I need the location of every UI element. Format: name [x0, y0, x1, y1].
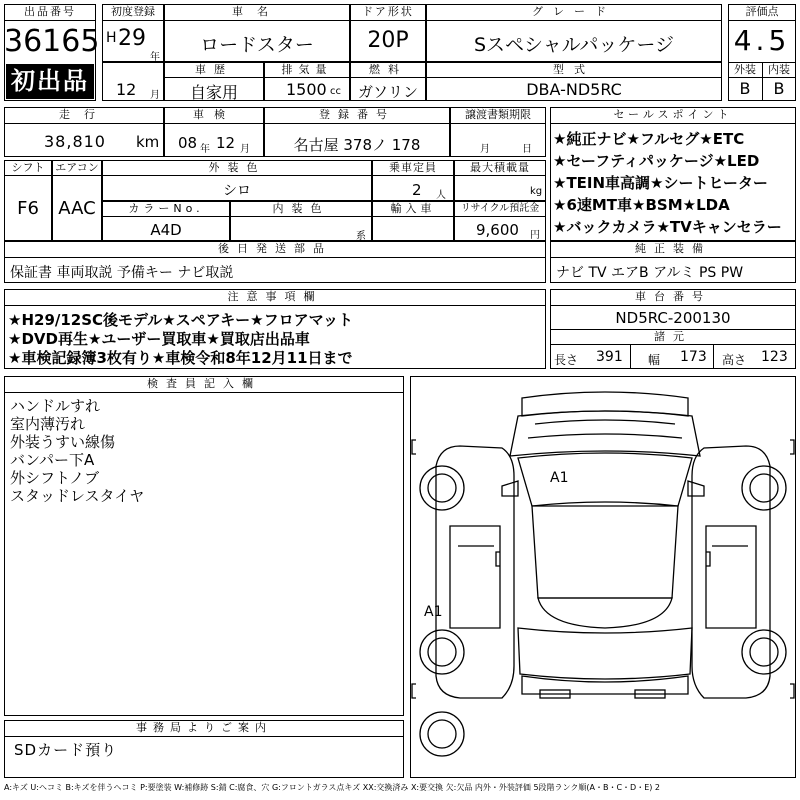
damage-mark: A1: [424, 604, 443, 620]
max-load-unit: kg: [530, 186, 543, 197]
inspector-note: スタッドレスタイヤ: [10, 487, 145, 505]
import-header: 輸入車: [390, 202, 436, 215]
registration-number-header: 登録番号: [319, 108, 395, 121]
car-name-header: 車名: [232, 5, 282, 18]
history-header: 車歴: [195, 63, 233, 76]
fuel: ガソリン: [357, 83, 418, 101]
color-no-header: カラーNo.: [128, 202, 204, 215]
model-code-header: 型式: [553, 63, 595, 76]
rating: 4.5: [733, 24, 791, 57]
note-line: ★DVD再生★ユーザー買取車★買取店出品車: [8, 330, 310, 348]
inspection-month-unit: 月: [240, 144, 250, 155]
specs-width-label: 幅: [648, 353, 661, 367]
later-parts: 保証書 車両取説 予備キー ナビ取説: [10, 265, 234, 281]
specs-height: 123: [761, 349, 788, 365]
exterior-color: シロ: [223, 183, 251, 199]
displacement-unit: cc: [330, 86, 341, 97]
chassis-number: ND5RC-200130: [615, 309, 731, 327]
door-shape: 20P: [367, 28, 409, 53]
max-load-header: 最大積載量: [470, 161, 530, 174]
damage-mark: A1: [550, 470, 569, 486]
fuel-header: 燃料: [369, 63, 407, 76]
inspector-note: ハンドルすれ: [10, 397, 101, 415]
era-prefix: H: [106, 30, 117, 46]
door-shape-header: ドア形状: [362, 5, 414, 18]
transfer-day-unit: 日: [522, 144, 532, 155]
first-listing-badge-text: 初出品: [11, 67, 89, 95]
shift: F6: [17, 198, 39, 219]
later-parts-header: 後日発送部品: [218, 242, 332, 255]
note-line: ★車検記録簿3枚有り★車検令和8年12月11日まで: [8, 349, 353, 367]
genuine-equipment: ナビ TV エアB アルミ PS PW: [556, 265, 744, 281]
inspection-year: 08: [178, 134, 198, 152]
capacity-unit: 人: [436, 190, 446, 201]
sales-point: ★純正ナビ★フルセグ★ETC: [553, 130, 745, 148]
mileage-header: 走行: [59, 108, 109, 121]
specs-width: 173: [680, 349, 707, 365]
mileage: 38,810: [44, 132, 106, 151]
recycle-unit: 円: [530, 230, 540, 241]
chassis-number-header: 車台番号: [635, 290, 711, 303]
first-registration-year: 29: [118, 26, 146, 51]
transfer-deadline-header: 譲渡書類期限: [465, 108, 531, 121]
first-registration-header: 初度登録: [111, 5, 155, 18]
inspector-note: バンパー下A: [10, 451, 95, 469]
lot-number: 36165: [4, 24, 100, 59]
history: 自家用: [189, 83, 238, 102]
capacity: 2: [412, 181, 422, 199]
inspection-month: 12: [216, 134, 236, 152]
genuine-equipment-header: 純正装備: [635, 242, 711, 255]
displacement: 1500: [286, 80, 327, 99]
car-diagram: [410, 376, 796, 778]
inspection-year-unit: 年: [200, 144, 210, 155]
transfer-month-unit: 月: [480, 144, 490, 155]
specs-header: 諸元: [654, 330, 692, 343]
shift-header: シフト: [11, 161, 45, 174]
lot-number-header: 出品番号: [24, 5, 76, 18]
recycle-header: リサイクル預託金: [460, 203, 540, 214]
mileage-unit: km: [136, 133, 160, 151]
displacement-header: 排気量: [281, 63, 333, 76]
inspector-note: 外装うすい線傷: [10, 433, 116, 451]
specs-height-label: 高さ: [722, 353, 747, 367]
specs-length: 391: [596, 349, 623, 365]
model-code: DBA-ND5RC: [526, 80, 622, 99]
sales-point: ★6速MT車★BSM★LDA: [553, 196, 730, 214]
first-registration-month: 12: [116, 80, 137, 99]
interior-grade-header: 内装: [768, 63, 790, 76]
recycle-fee: 9,600: [476, 221, 519, 239]
interior-grade: B: [773, 79, 785, 98]
inspector-notes-header: 検査員記入欄: [147, 377, 261, 390]
sales-point: ★TEIN車高調★シートヒーター: [553, 174, 768, 192]
notes-header: 注意事項欄: [227, 290, 323, 303]
month-unit: 月: [150, 90, 160, 101]
note-line: ★H29/12SC後モデル★スペアキー★フロアマット: [8, 311, 353, 329]
inspection-header: 車検: [193, 108, 235, 121]
aircon-header: エアコン: [55, 161, 99, 174]
sales-points-header: セールスポイント: [613, 108, 733, 121]
office-guide-header: 事務局よりご案内: [136, 721, 272, 734]
inspector-note: 外シフトノブ: [10, 469, 100, 487]
aircon: AAC: [58, 198, 96, 219]
exterior-color-header: 外装色: [208, 161, 266, 174]
car-name: ロードスター: [200, 34, 314, 56]
sales-point: ★バックカメラ★TVキャンセラー: [553, 218, 782, 236]
sales-point: ★セーフティパッケージ★LED: [553, 152, 760, 170]
exterior-grade: B: [739, 79, 751, 98]
color-no: A4D: [150, 221, 182, 239]
capacity-header: 乗車定員: [389, 161, 437, 174]
grade-header: グレード: [532, 5, 616, 18]
rating-header: 評価点: [745, 5, 779, 18]
inspector-note: 室内薄汚れ: [10, 415, 86, 433]
legend: A:キズ U:ヘコミ B:キズを伴うヘコミ P:要塗装 W:補修跡 S:錆 C:腐食、穴 G:フロントガラス点キズ XX:交換済み X:要交換 欠:欠品 内外・外装評価 5段階ランク順(A・B・C・D・E) 2: [4, 783, 661, 792]
year-unit: 年: [150, 52, 160, 63]
interior-color-header: 内装色: [272, 202, 330, 215]
grade: Sスペシャルパッケージ: [474, 34, 674, 56]
specs-length-label: 長さ: [554, 353, 579, 367]
office-guide: SDカード預り: [14, 741, 118, 759]
exterior-grade-header: 外装: [734, 63, 756, 76]
interior-color-unit: 系: [356, 231, 366, 242]
registration-number: 名古屋 378ノ 178: [293, 136, 421, 154]
